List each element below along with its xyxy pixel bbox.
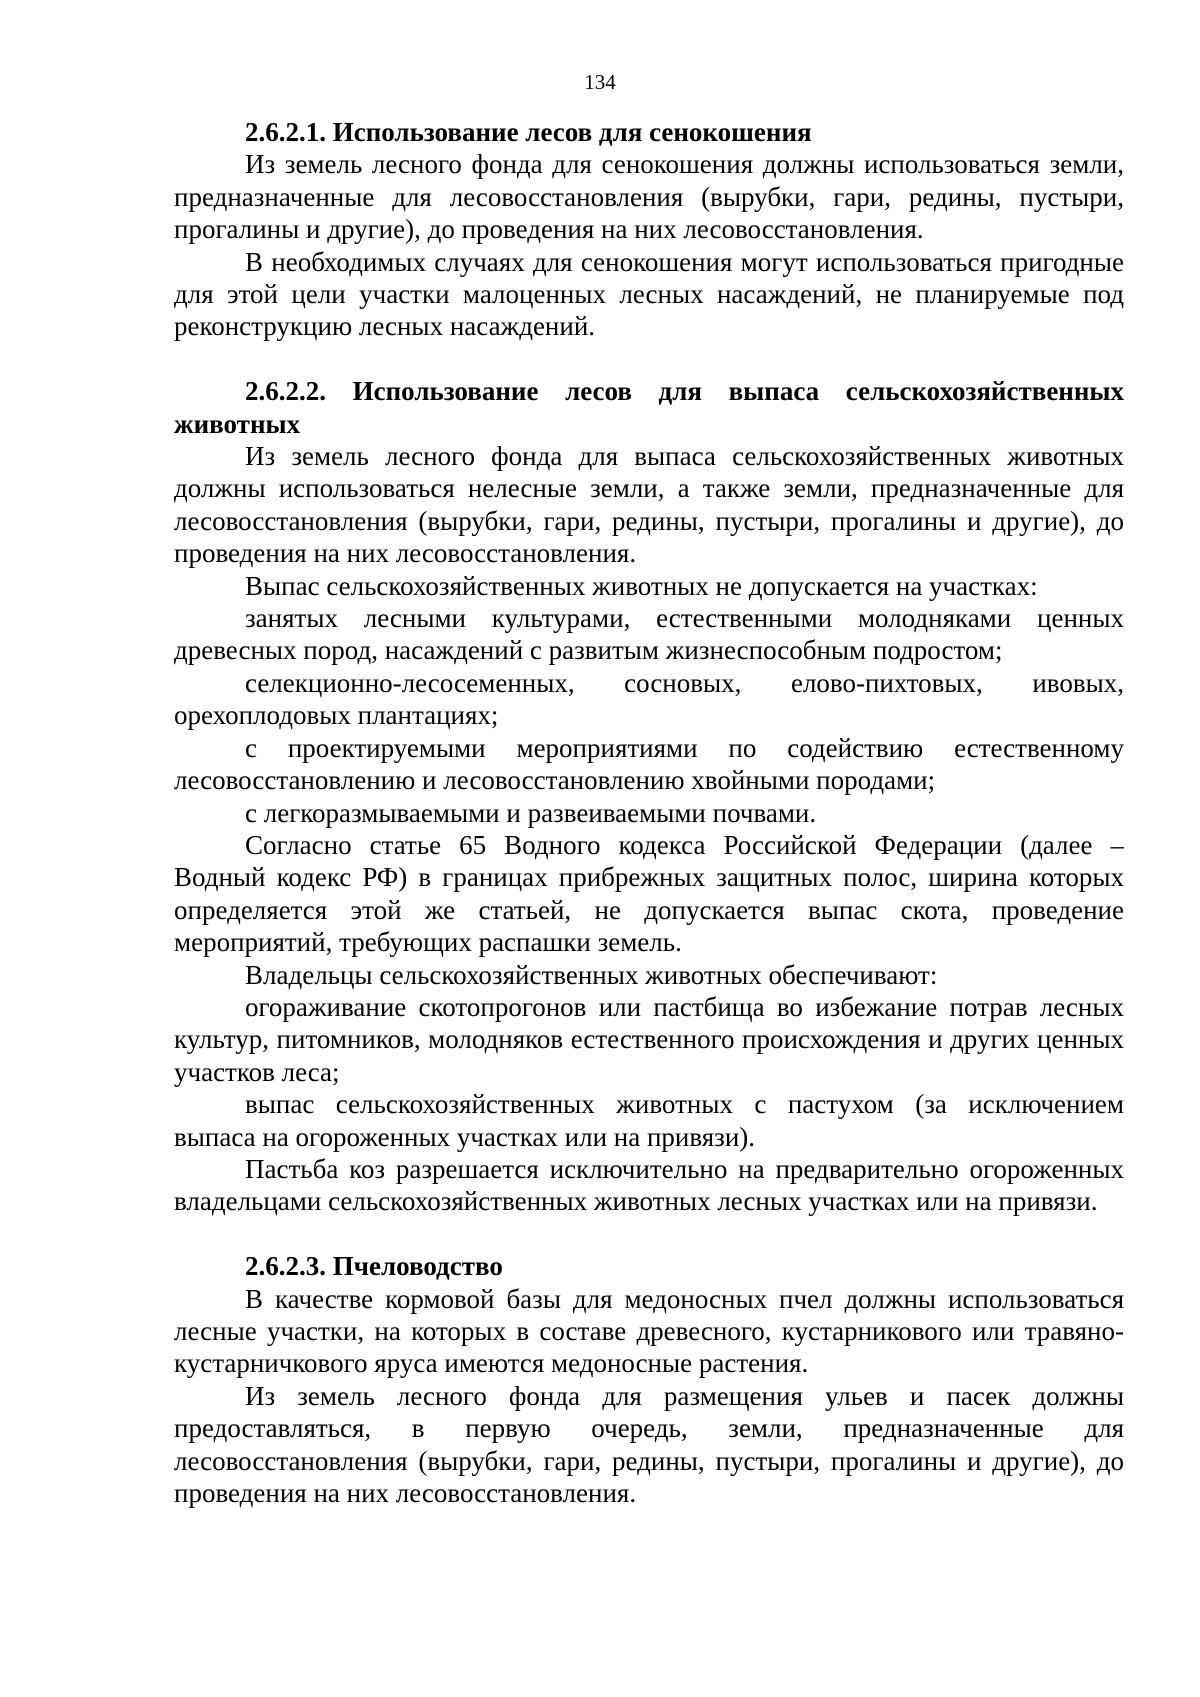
- section-spacer: [174, 343, 1124, 375]
- paragraph: Из земель лесного фонда для выпаса сельскохозяйственных животных должны использоваться нелесные земли, а также земли, предназначенные для лесовосстановления (вырубки, гари, редины, пустыри, прогалины и другие), до проведения на них лесовосстановления.: [174, 441, 1124, 569]
- paragraph: Выпас сельскохозяйственных животных не допускается на участках:: [245, 570, 1038, 601]
- paragraph: Из земель лесного фонда для размещения ульев и пасек должны предоставляться, в первую очередь, земли, предназначенные для лесовосстановления (вырубки, гари, редины, пустыри, прогалины и другие), до проведения на них лесовосстановления.: [174, 1380, 1124, 1509]
- page-content: [174, 116, 1124, 1509]
- section-spacer: [174, 1218, 1124, 1250]
- section-heading: 2.6.2.2. Использование лесов для выпаса сельскохозяйственных животных: [174, 376, 1124, 439]
- section-heading: 2.6.2.3. Пчеловодство: [245, 1251, 503, 1282]
- paragraph: В качестве кормовой базы для медоносных пчел должны использоваться лесные участки, на которых в составе древесного, кустарникового или травяно-кустарничкового яруса имеются медоносные растения.: [174, 1283, 1124, 1379]
- paragraph: В необходимых случаях для сенокошения могут использоваться пригодные для этой цели участки малоценных лесных насаждений, не планируемые под реконструкцию лесных насаждений.: [174, 246, 1124, 342]
- list-item: выпас сельскохозяйственных животных с пастухом (за исключением выпаса на огороженных участках или на привязи).: [174, 1089, 1124, 1152]
- list-item: селекционно-лесосеменных, сосновых, елово-пихтовых, ивовых, орехоплодовых плантациях;: [174, 667, 1124, 731]
- list-item: с проектируемыми мероприятиями по содействию естественному лесовосстановлению и лесовосстановлению хвойными породами;: [174, 732, 1124, 796]
- paragraph: Владельцы сельскохозяйственных животных обеспечивают:: [245, 959, 938, 990]
- page-number: 134: [584, 70, 616, 94]
- list-item: с легкоразмываемыми и развеиваемыми почвами.: [245, 797, 817, 828]
- list-item: занятых лесными культурами, естественными молодняками ценных древесных пород, насаждений с развитым жизнеспособным подростом;: [174, 603, 1124, 666]
- section-heading: 2.6.2.1. Использование лесов для сенокошения: [245, 117, 812, 147]
- paragraph: Согласно статье 65 Водного кодекса Российской Федерации (далее – Водный кодекс РФ) в границах прибрежных защитных полос, ширина которых определяется этой же статьей, не допускается выпас скота, проведение мероприятий, требующих распашки земель.: [174, 829, 1124, 958]
- paragraph: Из земель лесного фонда для сенокошения должны использоваться земли, предназначенные для лесовосстановления (вырубки, гари, редины, пустыри, прогалины и другие), до проведения на них лесовосстановления.: [174, 149, 1124, 245]
- list-item: огораживание скотопрогонов или пастбища во избежание потрав лесных культур, питомников, молодняков естественного происхождения и других ценных участков леса;: [174, 991, 1124, 1087]
- paragraph: Пастьба коз разрешается исключительно на предварительно огороженных владельцами сельскохозяйственных животных лесных участках или на привязи.: [174, 1153, 1124, 1217]
